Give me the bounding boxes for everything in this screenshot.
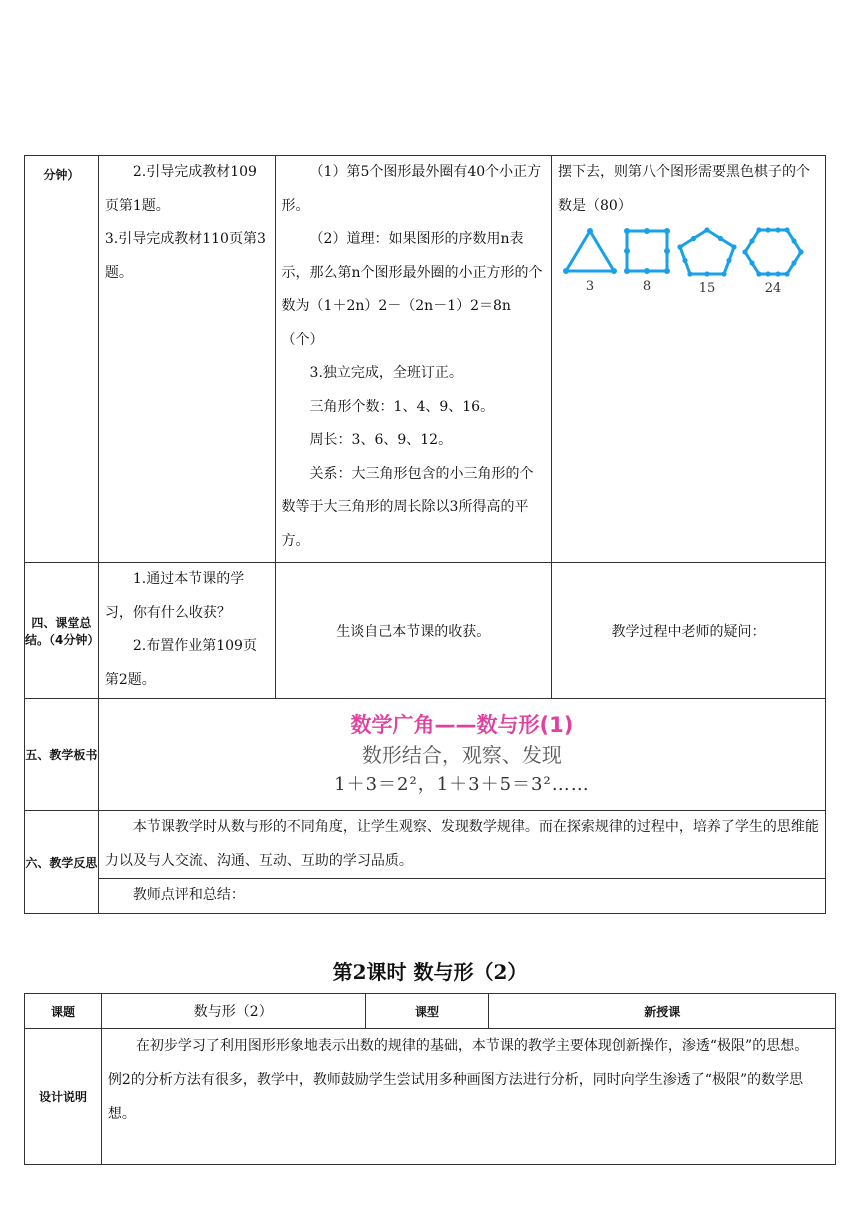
table-row <box>25 156 826 563</box>
text-line: 1.通过本节课的学习，你有什么收获？ <box>104 571 245 621</box>
teacher-activity-cell <box>98 156 275 563</box>
figure-label: 24 <box>764 281 782 296</box>
text-paragraph: 在初步学习了利用图形形象地表示出数的规律的基础，本节课的教学主要体现创新操作，渗透“极限”的思想。 <box>135 1038 809 1054</box>
figure-hexagon <box>742 227 804 296</box>
lesson-info-table <box>24 993 836 1165</box>
notes-cell <box>552 156 826 563</box>
reflection-text: 本节课教学时从数与形的不同角度，让学生观察、发现数学规律。而在探索规律的过程中，培养了学生的思维能力以及与人交流、沟通、互动、互助的学习品质。 <box>104 819 819 869</box>
board-subtitle: 数形结合，观察、发现 <box>361 742 562 767</box>
table-row <box>25 994 836 1029</box>
header-cell: 新授课 <box>489 994 836 1029</box>
table-row <box>25 879 826 914</box>
text-line: 3.引导完成教材110页第3题。 <box>104 231 266 281</box>
text-paragraph: 例2的分析方法有很多，教学中，教师鼓励学生尝试用多种画图方法进行分析，同时向学生渗透了“极限”的数学思想。 <box>107 1072 804 1122</box>
header-cell: 课题 <box>25 994 102 1029</box>
lesson-table <box>24 155 826 914</box>
row-label: 六、教学反思 <box>25 811 99 914</box>
figure-pentagon <box>676 227 738 296</box>
figure-label: 15 <box>698 281 716 296</box>
notes-cell: 教学过程中老师的疑问： <box>552 563 826 699</box>
text-line: 摆下去，则第八个图形需要黑色棋子的个数是（80） <box>558 164 810 214</box>
section-title: 第2课时 数与形（2） <box>332 960 528 984</box>
text-line: （2）道理：如果图形的序数用n表示，那么第n个图形最外圈的小正方形的个数为（1＋2n）2－（2n－1）2＝8n（个） <box>281 231 543 348</box>
figure-triangle <box>562 227 618 296</box>
row-label: 设计说明 <box>25 1029 102 1165</box>
row-label: 五、教学板书 <box>25 699 99 811</box>
text-line: 2.引导完成教材109页第1题。 <box>104 164 257 214</box>
header-cell: 课型 <box>365 994 489 1029</box>
board-formula: 1＋3＝2²，1＋3＋5＝3²…… <box>334 773 590 795</box>
figure-square <box>622 227 672 296</box>
text-line: 三角形个数：1、4、9、16。 <box>309 398 495 415</box>
blackboard-cell <box>98 699 825 811</box>
design-notes-cell <box>101 1029 835 1165</box>
text-line: 周长：3、6、9、12。 <box>309 432 453 448</box>
table-row <box>25 811 826 879</box>
reflection-cell <box>98 811 825 879</box>
table-row <box>25 563 826 699</box>
text-line: 2.布置作业第109页第2题。 <box>104 638 257 688</box>
figure-label: 3 <box>585 279 595 294</box>
row-label: 分钟） <box>25 156 99 563</box>
header-cell: 数与形（2） <box>101 994 365 1029</box>
student-activity-cell: 生谈自己本节课的收获。 <box>275 563 551 699</box>
figure-label: 8 <box>642 279 652 294</box>
teacher-activity-cell <box>98 563 275 699</box>
text-line: 关系：大三角形包含的小三角形的个数等于大三角形的周长除以3所得高的平方。 <box>281 465 534 549</box>
review-cell <box>98 879 825 914</box>
table-row <box>25 1029 836 1165</box>
board-title: 数学广角——数与形(1) <box>350 712 574 737</box>
text-line: （1）第5个图形最外圈有40个小正方形。 <box>281 164 542 214</box>
text-line: 3.独立完成，全班订正。 <box>309 365 463 381</box>
polygon-figures <box>562 227 819 296</box>
row-label: 四、课堂总结。（4分钟） <box>25 563 99 699</box>
student-activity-cell <box>275 156 551 563</box>
review-text: 教师点评和总结： <box>132 887 245 903</box>
table-row <box>25 699 826 811</box>
